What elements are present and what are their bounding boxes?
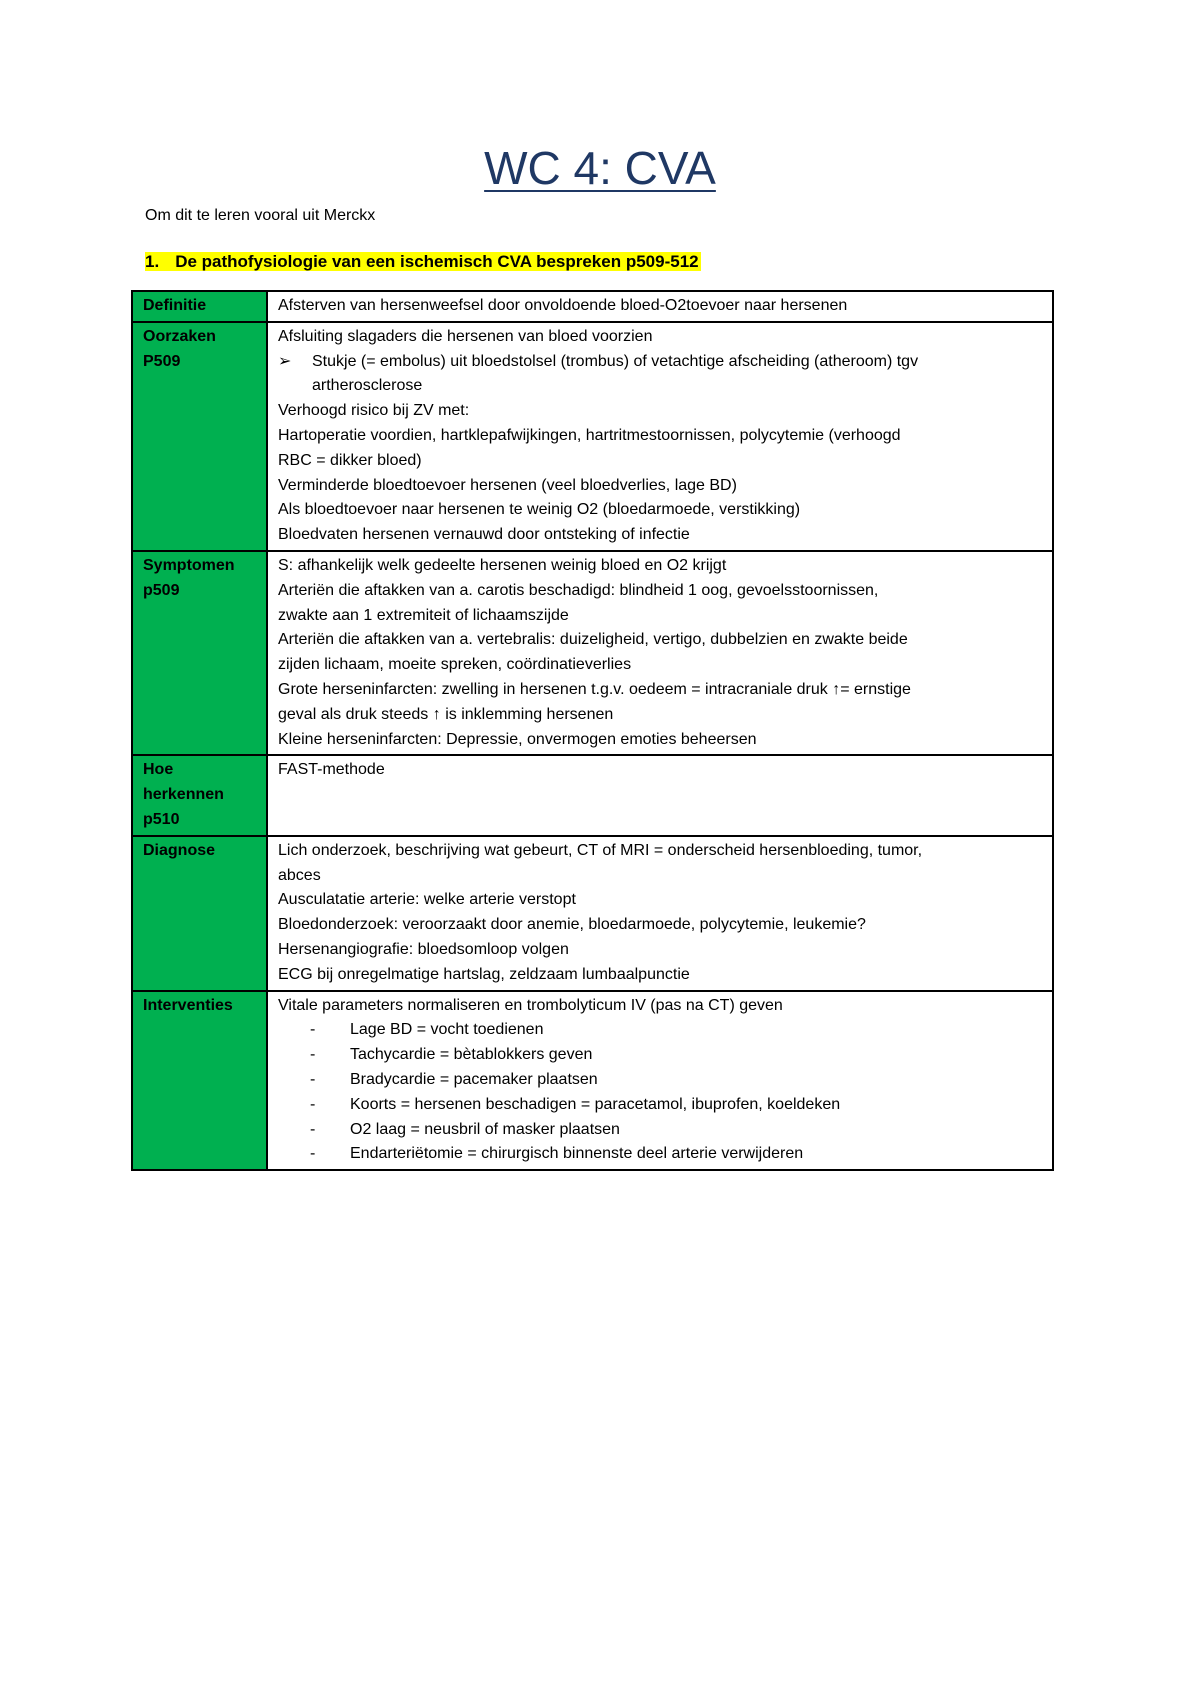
content-line: Verminderde bloedtoevoer hersenen (veel bloedverlies, lage BD) (278, 476, 737, 494)
list-item-text: Koorts = hersenen beschadigen = paracetamol, ibuprofen, koeldeken (350, 1095, 841, 1113)
content-line: zijden lichaam, moeite spreken, coördinatieverlies (278, 656, 632, 674)
dash-list-item (278, 1018, 1042, 1043)
content-line: ECG bij onregelmatige hartslag, zeldzaam lumbaalpunctie (278, 965, 690, 983)
list-item-text: Lage BD = vocht toedienen (350, 1021, 544, 1039)
page-title (0, 140, 1200, 196)
row-label-cell (132, 322, 267, 551)
content-line: Hersenangiografie: bloedsomloop volgen (278, 940, 569, 958)
content-line: Kleine herseninfarcten: Depressie, onvermogen emoties beheersen (278, 730, 757, 748)
row-content-cell (267, 322, 1053, 551)
intro-text: Om dit te leren vooral uit Merckx (145, 207, 376, 224)
row-label-line: Symptomen (143, 556, 235, 574)
row-label-line: Oorzaken (143, 327, 216, 345)
dash-bullet-icon: - (310, 1095, 316, 1113)
page-title-text: WC 4: CVA (484, 142, 716, 194)
row-label-cell (132, 755, 267, 835)
content-line: Als bloedtoevoer naar hersenen te weinig O2 (bloedarmoede, verstikking) (278, 501, 801, 519)
list-item-text: O2 laag = neusbril of masker plaatsen (350, 1120, 620, 1138)
list-item-text: Stukje (= embolus) uit bloedstolsel (trombus) of vetachtige afscheiding (atheroom) tgv (312, 352, 919, 370)
dash-list-item (278, 1093, 1042, 1118)
row-content-cell (267, 991, 1053, 1171)
row-label-cell (132, 291, 267, 322)
row-label-line: p510 (143, 810, 180, 828)
row-label-line: P509 (143, 352, 181, 370)
dash-bullet-icon: - (310, 1070, 316, 1088)
row-content-cell (267, 755, 1053, 835)
dash-list-item (278, 1043, 1042, 1068)
content-line: Verhoogd risico bij ZV met: (278, 402, 470, 420)
table-row (132, 551, 1053, 755)
dash-list-item (278, 1118, 1042, 1143)
dash-list-item (278, 1068, 1042, 1093)
dash-bullet-icon: - (310, 1120, 316, 1138)
section-heading (145, 250, 701, 274)
dash-bullet-icon: - (310, 1046, 316, 1064)
row-label-line: Diagnose (143, 841, 216, 859)
content-line: FAST-methode (278, 761, 385, 779)
content-line: Afsterven van hersenweefsel door onvoldoende bloed-O2toevoer naar hersenen (278, 297, 848, 314)
table-row (132, 322, 1053, 551)
arrow-bullet-item (278, 350, 1042, 375)
row-label-line: Interventies (143, 996, 233, 1014)
content-line: Lich onderzoek, beschrijving wat gebeurt, CT of MRI = onderscheid hersenbloeding, tumor, (278, 841, 923, 859)
section-number: 1. (145, 252, 173, 271)
row-label-cell (132, 836, 267, 991)
content-line: Arteriën die aftakken van a. carotis beschadigd: blindheid 1 oog, gevoelsstoornissen, (278, 581, 879, 599)
table-body (132, 291, 1053, 1170)
row-content-cell (267, 836, 1053, 991)
content-line: artherosclerose (312, 377, 423, 395)
table-row (132, 755, 1053, 835)
content-line: Arteriën die aftakken van a. vertebralis: duizeligheid, vertigo, dubbelzien en zwakte beide (278, 631, 908, 649)
row-label-line: p509 (143, 581, 180, 599)
row-content-cell (267, 551, 1053, 755)
list-item-text: Endarteriëtomie = chirurgisch binnenste deel arterie verwijderen (350, 1145, 804, 1163)
content-line: Vitale parameters normaliseren en trombolyticum IV (pas na CT) geven (278, 996, 783, 1014)
list-item-text: Bradycardie = pacemaker plaatsen (350, 1070, 598, 1088)
pathophysiology-table (131, 290, 1054, 1171)
table-row (132, 836, 1053, 991)
row-label-line: Hoe (143, 761, 174, 779)
content-line: zwakte aan 1 extremiteit of lichaamszijde (278, 606, 569, 624)
section-heading-text: De pathofysiologie van een ischemisch CVA bespreken p509-512 (175, 252, 699, 271)
content-line: abces (278, 866, 321, 884)
content-line: Hartoperatie voordien, hartklepafwijkingen, hartritmestoornissen, polycytemie (verhoogd (278, 426, 901, 444)
row-label-line: Definitie (143, 297, 207, 314)
content-line: Afsluiting slagaders die hersenen van bloed voorzien (278, 327, 653, 345)
row-label-cell (132, 991, 267, 1171)
content-line: Ausculatatie arterie: welke arterie verstopt (278, 891, 576, 909)
content-line: S: afhankelijk welk gedeelte hersenen weinig bloed en O2 krijgt (278, 556, 727, 574)
content-line: RBC = dikker bloed) (278, 451, 422, 469)
arrow-bullet-icon: ➢ (278, 352, 292, 370)
row-label-cell (132, 551, 267, 755)
content-line: Bloedvaten hersenen vernauwd door ontsteking of infectie (278, 526, 690, 544)
row-content-cell (267, 291, 1053, 322)
row-label-line: herkennen (143, 786, 224, 804)
dash-bullet-icon: - (310, 1145, 316, 1163)
table-row (132, 991, 1053, 1171)
table-row (132, 291, 1053, 322)
dash-bullet-icon: - (310, 1021, 316, 1039)
list-item-text: Tachycardie = bètablokkers geven (350, 1046, 593, 1064)
content-line: geval als druk steeds ↑ is inklemming hersenen (278, 705, 614, 723)
content-line: Grote herseninfarcten: zwelling in hersenen t.g.v. oedeem = intracraniale druk ↑= ernstige (278, 680, 911, 698)
dash-list-item (278, 1142, 1042, 1167)
content-line: Bloedonderzoek: veroorzaakt door anemie, bloedarmoede, polycytemie, leukemie? (278, 916, 866, 934)
